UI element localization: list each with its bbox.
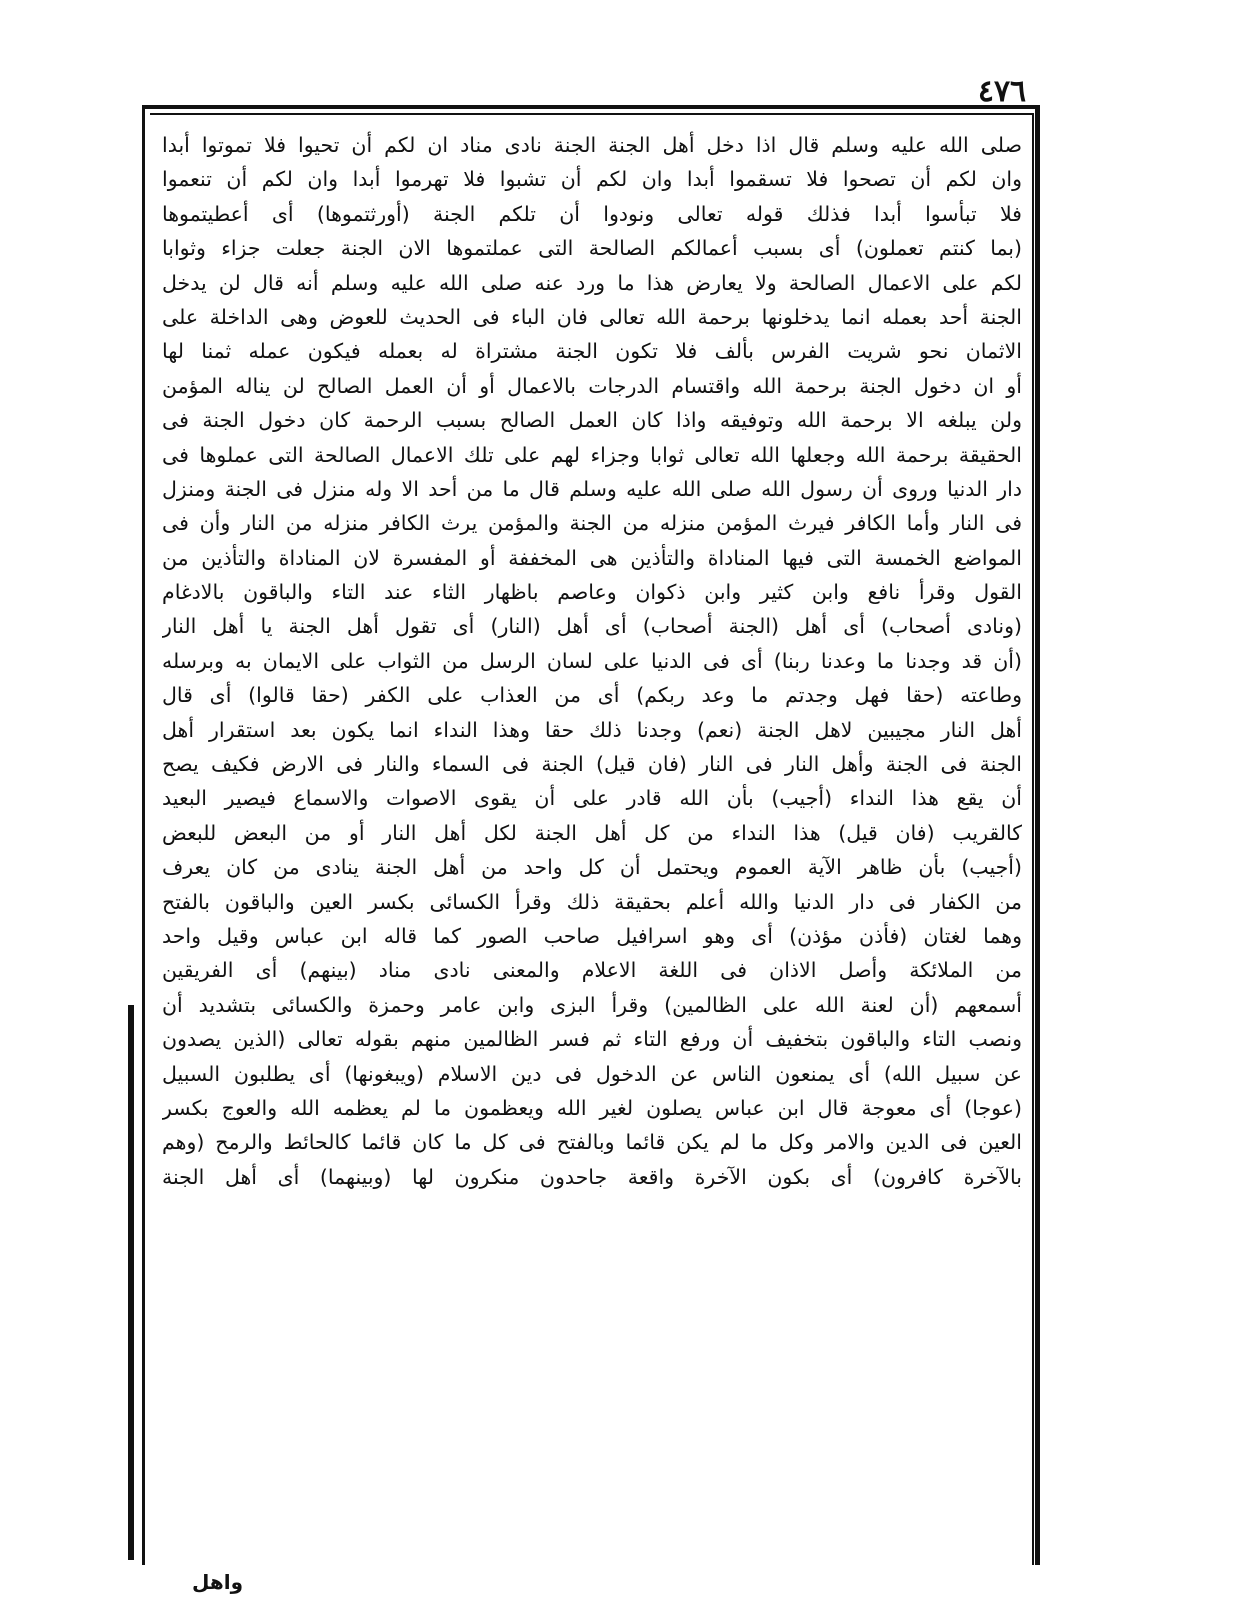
- text-line: دار الدنيا وروى أن رسول الله صلى الله عليه وسلم قال ما من أحد الا وله منزل فى الجنة ومنزل: [162, 476, 1022, 501]
- text-line: القول وقرأ نافع وابن كثير وابن ذكوان وعاصم باظهار الثاء عند التاء والباقون بالادغام: [162, 580, 1022, 605]
- text-line: أن يقع هذا النداء (أجيب) بأن الله قادر على أن يقوى الاصوات والاسماع فيصير البعيد: [162, 786, 1022, 811]
- text-line: ولن يبلغه الا برحمة الله وتوفيقه واذا كان العمل الصالح بسبب الرحمة كان دخول الجنة فى: [162, 408, 1022, 433]
- text-line: من الملائكة وأصل الاذان فى اللغة الاعلام والمعنى نادى مناد (بينهم) أى الفريقين: [162, 958, 1022, 983]
- body-text: [162, 128, 1022, 1558]
- text-line: أسمعهم (أن لعنة الله على الظالمين) وقرأ البزى وابن عامر وحمزة والكسائى بتشديد أن: [162, 992, 1022, 1017]
- margin-bar: [128, 1005, 134, 1560]
- text-line: أهل النار مجيبين لاهل الجنة (نعم) وجدنا ذلك حقا وهذا النداء انما يكون بعد استقرار أهل: [162, 717, 1022, 742]
- text-line: من الكفار فى دار الدنيا والله أعلم بحقيقة ذلك وقرأ الكسائى بكسر العين والباقون بالفتح: [162, 889, 1022, 914]
- text-line: الجنة فى الجنة وأهل النار فى النار (فان قيل) الجنة فى السماء والنار فى الارض فكيف يصح: [162, 752, 1022, 777]
- text-line: (ونادى أصحاب) أى أهل (الجنة أصحاب) أى أهل (النار) أى تقول أهل الجنة يا أهل النار: [162, 614, 1022, 639]
- text-line: وطاعته (حقا فهل وجدتم ما وعد ربكم) أى من العذاب على الكفر (حقا قالوا) أى قال: [162, 683, 1022, 708]
- text-line: فلا تبأسوا أبدا فذلك قوله تعالى ونودوا أن تلكم الجنة (أورثتموها) أى أعطيتموها: [162, 201, 1022, 226]
- text-line: لكم على الاعمال الصالحة ولا يعارض هذا ما ورد عنه صلى الله عليه وسلم أنه قال لن يدخل: [162, 270, 1022, 295]
- text-line: (أجيب) بأن ظاهر الآية العموم ويحتمل أن كل واحد من أهل الجنة ينادى من كان يعرف: [162, 855, 1022, 880]
- text-line: الجنة أحد بعمله انما يدخلونها برحمة الله تعالى فان الباء فى الحديث للعوض وهى الداخلة على: [162, 304, 1022, 329]
- text-line: الحقيقة برحمة الله وجعلها الله تعالى ثوابا وجزاء لهم على تلك الاعمال الصالحة التى عملوها فى: [162, 442, 1022, 467]
- text-line: المواضع الخمسة التى فيها المناداة والتأذين هى المخففة أو المفسرة لان المناداة والتأذين من: [162, 545, 1022, 570]
- text-line: وهما لغتان (فأذن مؤذن) أى وهو اسرافيل صاحب الصور كما قاله ابن عباس وقيل واحد: [162, 923, 1022, 948]
- text-line: العين فى الدين والامر وكل ما لم يكن قائما وبالفتح فى كل ما كان قائما كالحائط والرمح (وهم: [162, 1130, 1022, 1155]
- text-line: (أن قد وجدنا ما وعدنا ربنا) أى فى الدنيا على لسان الرسل من الثواب على الايمان به وبرسله: [162, 648, 1022, 673]
- text-line: الاثمان نحو شريت الفرس بألف فلا تكون الجنة مشتراة له بعمله فيكون عمله ثمنا لها: [162, 339, 1022, 364]
- page-number: ٤٧٦: [977, 74, 1027, 109]
- text-line: عن سبيل الله) أى يمنعون الناس عن الدخول فى دين الاسلام (ويبغونها) أى يطلبون السبيل: [162, 1061, 1022, 1086]
- text-line: ونصب التاء والباقون بتخفيف أن ورفع التاء ثم فسر الظالمين منهم بقوله تعالى (الذين يصدون: [162, 1027, 1022, 1052]
- text-line: (عوجا) أى معوجة قال ابن عباس يصلون لغير الله ويعظمون ما لم يعظمه الله والعوج بكسر: [162, 1095, 1022, 1120]
- text-line: أو ان دخول الجنة برحمة الله واقتسام الدرجات بالاعمال أو أن العمل الصالح لن يناله المؤمن: [162, 373, 1022, 398]
- catchword: واهل: [192, 1570, 244, 1594]
- text-line: بالآخرة كافرون) أى بكون الآخرة واقعة جاحدون منكرون لها (وبينهما) أى أهل الجنة: [162, 1164, 1022, 1189]
- text-line: صلى الله عليه وسلم قال اذا دخل أهل الجنة الجنة نادى مناد ان لكم أن تحيوا فلا تموتوا أبدا: [162, 133, 1022, 157]
- text-line: كالقريب (فان قيل) هذا النداء من كل أهل الجنة لكل أهل النار أو من البعض للبعض: [162, 820, 1022, 845]
- text-line: فى النار وأما الكافر فيرث المؤمن منزله من الجنة والمؤمن يرث الكافر منزله من النار وأن فى: [162, 511, 1022, 536]
- text-line: (بما كنتم تعملون) أى بسبب أعمالكم الصالحة التى عملتموها الان الجنة جعلت جزاء وثوابا: [162, 236, 1022, 261]
- text-line: وان لكم أن تصحوا فلا تسقموا أبدا وان لكم أن تشبوا فلا تهرموا أبدا وان لكم أن تنعموا: [162, 167, 1022, 192]
